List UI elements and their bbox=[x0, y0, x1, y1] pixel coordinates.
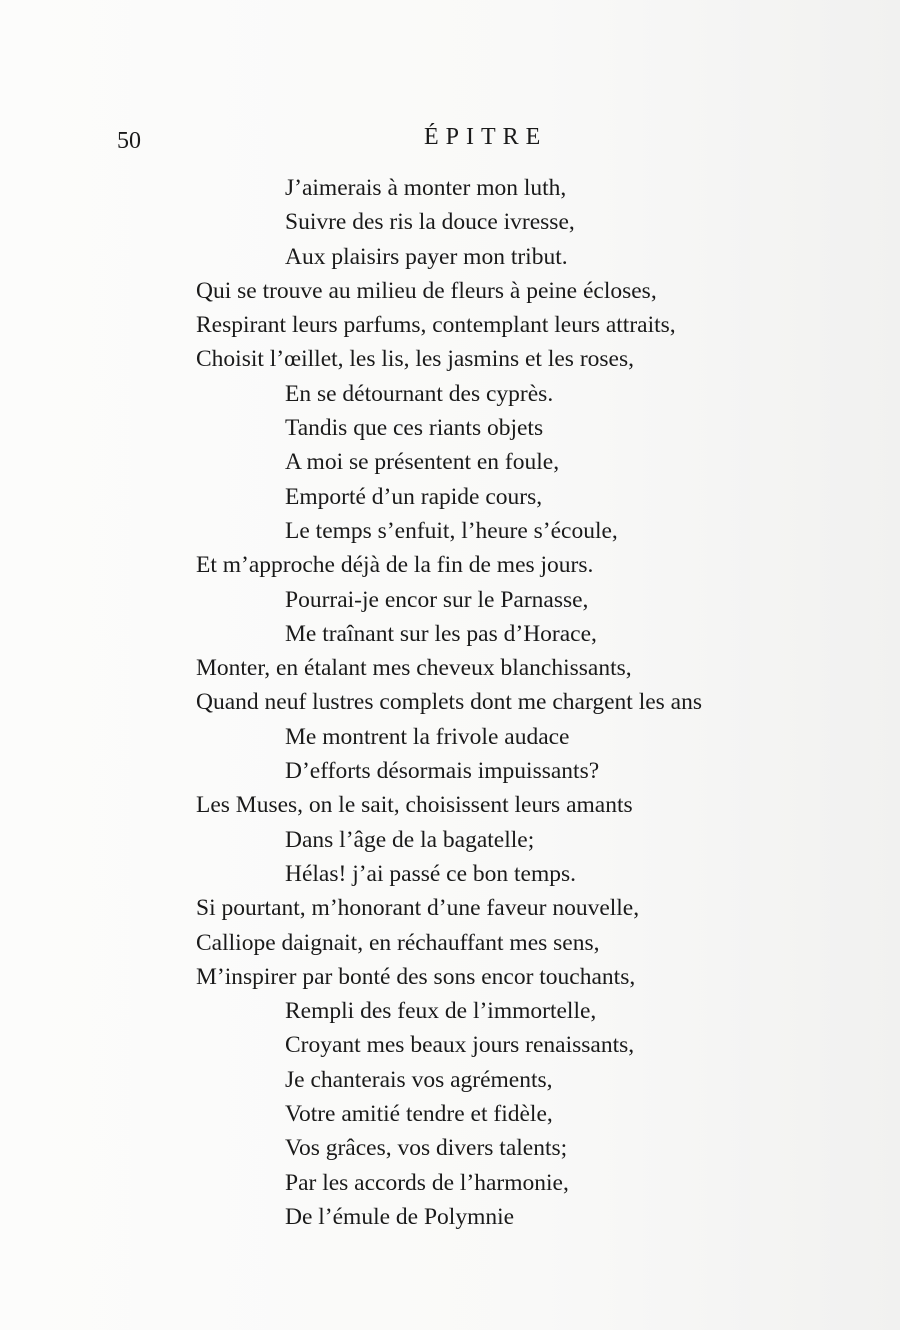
verse-line: Suivre des ris la douce ivresse, bbox=[285, 209, 575, 236]
verse-line: Rempli des feux de l’immortelle, bbox=[285, 998, 597, 1025]
verse-line: Vos grâces, vos divers talents; bbox=[285, 1135, 568, 1162]
verse-line: Et m’approche déjà de la fin de mes jours. bbox=[196, 552, 594, 579]
verse-line: Je chanterais vos agréments, bbox=[285, 1066, 553, 1093]
verse-line: En se détournant des cyprès. bbox=[285, 380, 554, 407]
page-number: 50 bbox=[117, 128, 141, 154]
verse-line: De l’émule de Polymnie bbox=[285, 1203, 515, 1230]
verse-line: Par les accords de l’harmonie, bbox=[285, 1169, 569, 1196]
verse-line: Monter, en étalant mes cheveux blanchissants, bbox=[196, 655, 632, 682]
verse-line: A moi se présentent en foule, bbox=[285, 449, 560, 476]
verse-line: Calliope daignait, en réchauffant mes sens, bbox=[196, 929, 600, 956]
verse-line: Choisit l’œillet, les lis, les jasmins et les roses, bbox=[196, 346, 634, 373]
verse-line: Quand neuf lustres complets dont me chargent les ans bbox=[196, 689, 702, 716]
verse-line: Dans l’âge de la bagatelle; bbox=[285, 826, 535, 853]
verse-line: Croyant mes beaux jours renaissants, bbox=[285, 1032, 635, 1059]
verse-line: Emporté d’un rapide cours, bbox=[285, 483, 543, 510]
verse-line: J’aimerais à monter mon luth, bbox=[285, 175, 567, 201]
verse-line: Respirant leurs parfums, contemplant leurs attraits, bbox=[196, 312, 676, 339]
verse-line: M’inspirer par bonté des sons encor touchants, bbox=[196, 963, 636, 990]
verse-line: D’efforts désormais impuissants? bbox=[285, 758, 600, 785]
verse-line: Si pourtant, m’honorant d’une faveur nouvelle, bbox=[196, 895, 640, 922]
verse-line: Votre amitié tendre et fidèle, bbox=[285, 1101, 553, 1128]
verse-line: Tandis que ces riants objets bbox=[285, 415, 544, 442]
verse-line: Pourrai-je encor sur le Parnasse, bbox=[285, 586, 589, 613]
poem-text bbox=[196, 171, 836, 1234]
verse-line: Me montrent la frivole audace bbox=[285, 723, 570, 750]
verse-line: Les Muses, on le sait, choisissent leurs amants bbox=[196, 792, 633, 819]
running-title: ÉPITRE bbox=[424, 124, 548, 150]
verse-line: Aux plaisirs payer mon tribut. bbox=[285, 243, 568, 270]
verse-line: Hélas! j’ai passé ce bon temps. bbox=[285, 860, 577, 887]
verse-line: Me traînant sur les pas d’Horace, bbox=[285, 620, 597, 647]
verse-line: Le temps s’enfuit, l’heure s’écoule, bbox=[285, 517, 618, 544]
running-head bbox=[0, 124, 900, 160]
verse-line: Qui se trouve au milieu de fleurs à peine écloses, bbox=[196, 277, 657, 304]
